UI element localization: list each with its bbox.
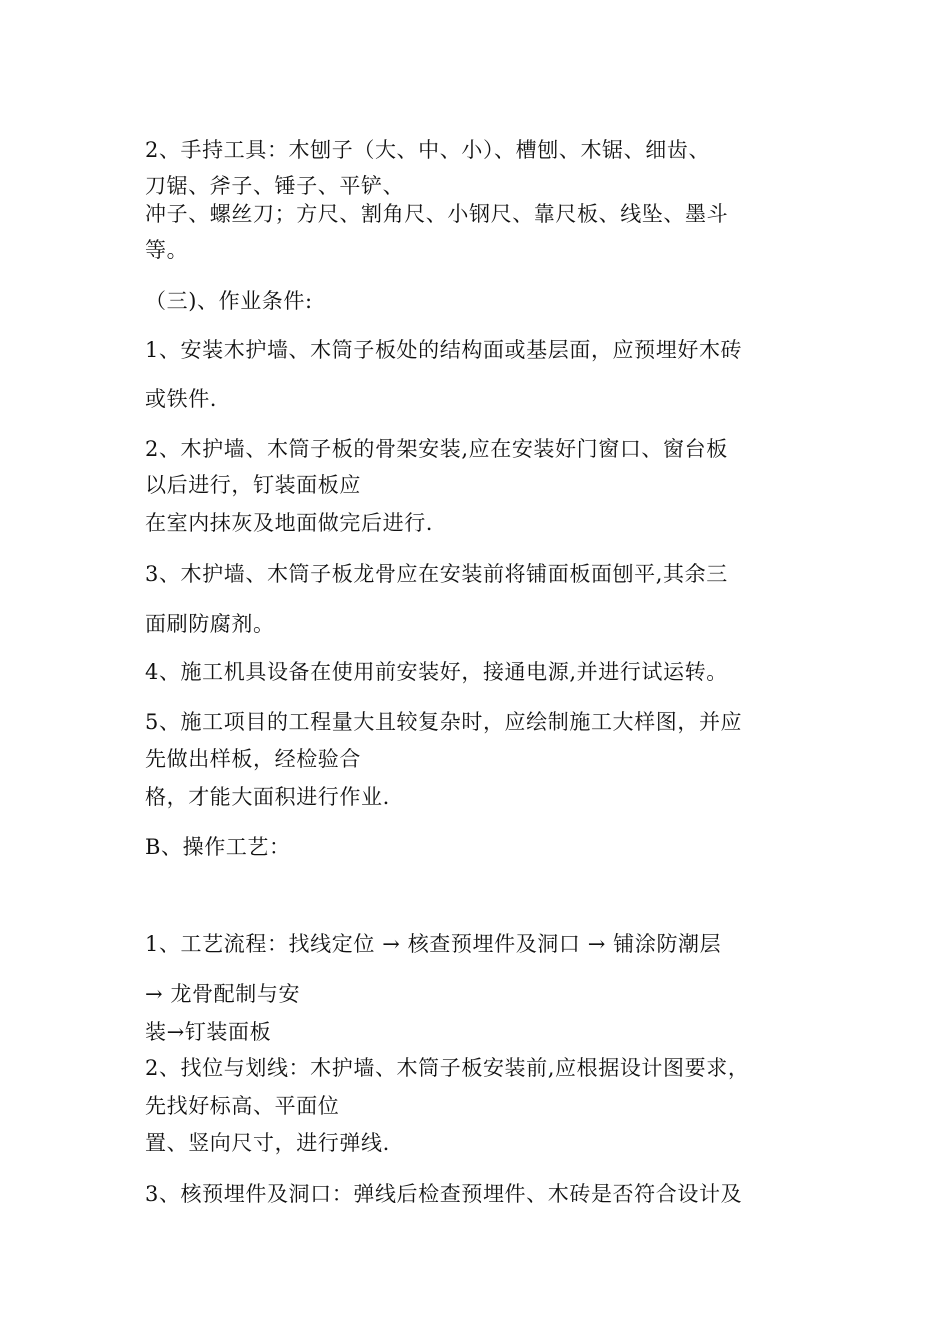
text-line: 1、工艺流程：找线定位 → 核查预埋件及洞口 → 铺涂防潮层 <box>145 932 722 956</box>
text-line: → 龙骨配制与安 <box>145 982 301 1006</box>
text-line: 2、木护墙、木筒子板的骨架安装,应在安装好门窗口、窗台板 <box>145 437 728 461</box>
section-heading: （三)、作业条件: <box>145 289 313 313</box>
text-line: 冲子、螺丝刀；方尺、割角尺、小钢尺、靠尺板、线坠、墨斗 <box>145 202 729 226</box>
text-line: 3、核预埋件及洞口：弹线后检查预埋件、木砖是否符合设计及 <box>145 1182 743 1206</box>
text-line: 格，才能大面积进行作业. <box>145 785 390 809</box>
text-line: 或铁件. <box>145 387 218 411</box>
text-line: 面刷防腐剂。 <box>145 612 275 636</box>
text-line: 刀锯、斧子、锤子、平铲、 <box>145 174 405 198</box>
text-line: 等。 <box>145 238 189 262</box>
text-line: 先找好标高、平面位 <box>145 1094 340 1118</box>
text-line: 5、施工项目的工程量大且较复杂时，应绘制施工大样图，并应 <box>145 710 743 734</box>
text-line: 先做出样板，经检验合 <box>145 747 361 771</box>
text-line: 置、竖向尺寸，进行弹线. <box>145 1131 390 1155</box>
text-line: 1、安装木护墙、木筒子板处的结构面或基层面，应预埋好木砖 <box>145 338 743 362</box>
text-line: 4、施工机具设备在使用前安装好，接通电源,并进行试运转。 <box>145 660 728 684</box>
section-heading: B、操作工艺： <box>145 835 291 859</box>
text-line: 装→钉装面板 <box>145 1020 272 1044</box>
text-line: 以后进行，钉装面板应 <box>145 473 361 497</box>
text-line: 3、木护墙、木筒子板龙骨应在安装前将铺面板面刨平,其余三 <box>145 562 728 586</box>
text-line: 在室内抹灰及地面做完后进行. <box>145 511 434 535</box>
text-line: 2、找位与划线：木护墙、木筒子板安装前,应根据设计图要求， <box>145 1056 750 1080</box>
text-line: 2、手持工具：木刨子（大、中、小）、槽刨、木锯、细齿、 <box>145 138 711 162</box>
